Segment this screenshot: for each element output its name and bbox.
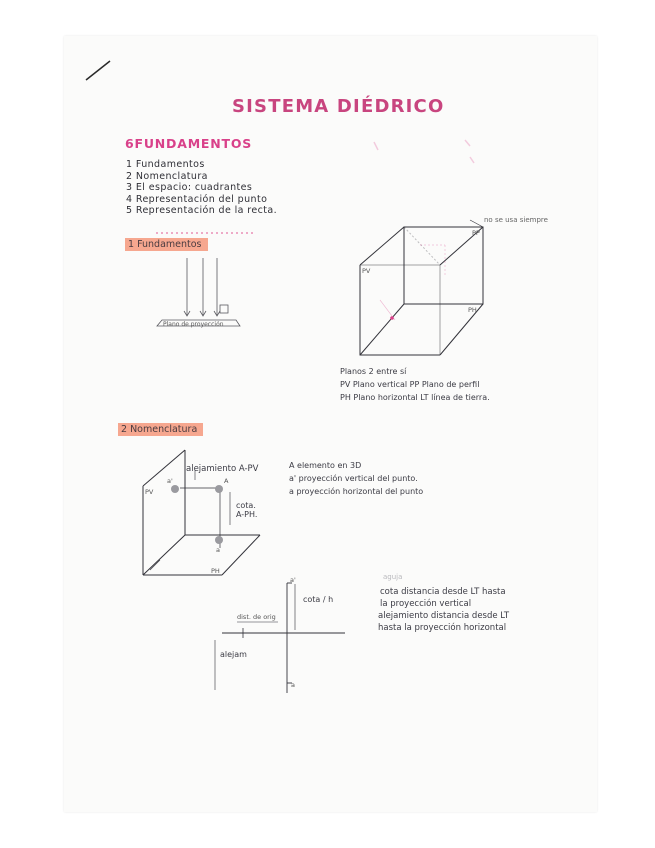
table-of-contents <box>126 159 277 217</box>
toc-item: 3 El espacio: cuadrantes <box>126 182 253 193</box>
proj-label-a: a <box>291 681 295 689</box>
planos-line: Planos 2 entre sí <box>340 367 407 376</box>
nom-label-pv: PV <box>145 488 154 496</box>
box-point-a <box>390 316 394 320</box>
bleed-through-marks <box>374 140 474 163</box>
point-A <box>215 485 223 493</box>
proj-label-a-prime: a' <box>290 576 296 584</box>
faint-note: aguja <box>383 573 403 581</box>
cota-sub-label: A-PH. <box>236 510 258 519</box>
projection-rays-diagram <box>157 258 240 326</box>
toc-item: 2 Nomenclatura <box>126 170 208 182</box>
nom-label-a: a <box>216 546 220 554</box>
page-title: SISTEMA DIÉDRICO <box>232 96 445 117</box>
cota-definition-line: hasta la proyección horizontal <box>378 623 507 633</box>
proj-label-dist: dist. de orig <box>237 613 276 621</box>
toc-item: 4 Representación del punto <box>126 193 268 205</box>
point-a-prime <box>171 485 179 493</box>
section-heading: 6FUNDAMENTOS <box>125 136 253 151</box>
dihedral-box-diagram <box>360 220 483 355</box>
pen-stroke <box>86 61 110 80</box>
planos-line: PH Plano horizontal LT línea de tierra. <box>340 393 490 402</box>
nom-label-a-prime: a' <box>167 477 173 485</box>
planos-line: PV Plano vertical PP Plano de perfil <box>340 380 480 389</box>
cota-label: cota. <box>236 501 256 510</box>
proj-label-alejam: alejam <box>220 650 247 659</box>
alejamiento-label: alejamiento A-PV <box>186 464 259 474</box>
plane-label: Plano de proyección <box>163 321 224 328</box>
cota-definition-line: cota distancia desde LT hasta <box>380 587 506 597</box>
box-label-pp: PP <box>472 229 480 237</box>
toc-item: 1 Fundamentos <box>126 159 205 170</box>
nom-label-A: A <box>224 477 229 485</box>
cota-definition-line: la proyección vertical <box>380 599 472 609</box>
box-projection-lines <box>380 245 445 320</box>
cota-definition-line: alejamiento distancia desde LT <box>378 611 510 621</box>
box-label-pv: PV <box>362 267 371 275</box>
definition-line: a proyección horizontal del punto <box>289 487 424 496</box>
section1-highlight-label: 1 Fundamentos <box>125 238 208 251</box>
definition-line: A elemento en 3D <box>289 461 362 470</box>
box-note: no se usa siempre <box>484 216 548 224</box>
definition-line: a' proyección vertical del punto. <box>289 474 418 483</box>
section2-highlight-label: 2 Nomenclatura <box>118 423 203 436</box>
proj-label-cota: cota / h <box>303 595 334 604</box>
point-a <box>215 536 223 544</box>
toc-item: 5 Representación de la recta. <box>126 205 278 216</box>
box-label-ph: PH <box>468 306 477 314</box>
nom-label-ph: PH <box>211 567 220 575</box>
